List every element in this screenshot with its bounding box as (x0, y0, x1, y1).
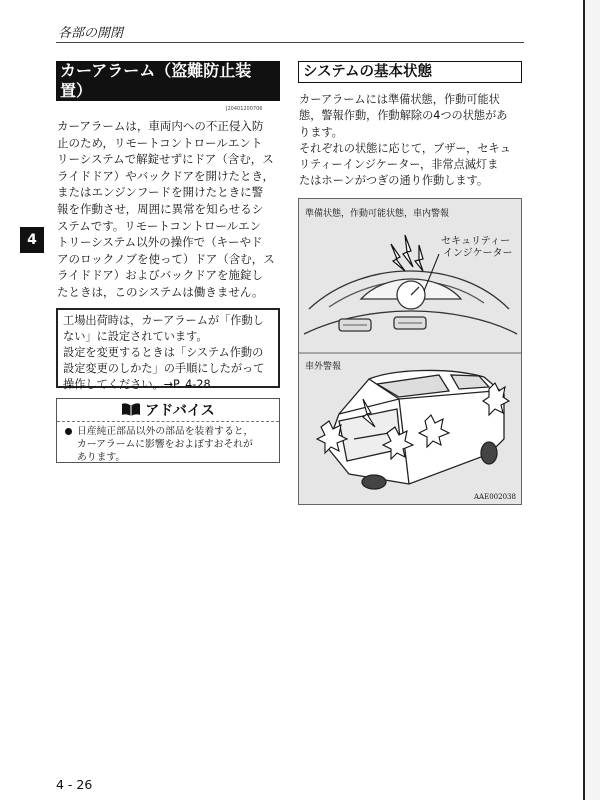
note-line: 設定変更のしかた」の手順にしたがって (63, 362, 265, 375)
body-line: トリーシステム以外の操作で（キーやド (57, 235, 263, 250)
advice-text (77, 425, 253, 464)
section-title-line: 置） (60, 81, 93, 100)
flash-icon (391, 235, 423, 271)
body-line: リーシステムで解錠せずにドア（含む，ス (57, 152, 274, 167)
body-line: リティーインジケーター，非常点滅灯ま (299, 158, 499, 172)
advice-box (56, 398, 280, 463)
indicator-label-line: セキュリティー (441, 236, 510, 247)
note-line: 設定を変更するときは「システム作動の (63, 346, 264, 359)
figure-drawing (299, 199, 521, 504)
body-line: カーアラームには準備状態，作動可能状 (299, 93, 500, 106)
section-body-text (57, 118, 281, 301)
alarm-illustration (298, 198, 522, 505)
car-icon (327, 370, 504, 489)
advice-line: あります。 (77, 452, 126, 463)
factory-setting-note (56, 308, 280, 391)
advice-item (57, 422, 279, 464)
chapter-tab: 4 (20, 227, 44, 253)
body-line: 止のため，リモートコントロールエント (57, 135, 263, 150)
body-line: アのロックノブを使って）ドア（含む，ス (57, 251, 275, 266)
body-line: それぞれの状態に応じて，ブザー，セキュ (299, 141, 511, 155)
body-line: ライドドア）やバックドアを開けたとき， (57, 168, 275, 183)
indicator-label-line: インジケーター (443, 248, 513, 259)
bullet-icon (65, 428, 72, 435)
page-edge-shadow (585, 0, 600, 800)
body-line: たときは，このシステムは働きません。 (57, 284, 264, 299)
section-title-car-alarm (56, 61, 280, 101)
note-line: ない」に設定されています。 (63, 330, 208, 343)
body-line: ステムです。リモートコントロールエン (57, 218, 262, 233)
open-book-icon (121, 403, 141, 417)
advice-title: アドバイス (145, 403, 215, 419)
header-rule (56, 42, 524, 43)
figure-label-interior: 準備状態，作動可能状態，車内警報 (305, 209, 450, 219)
advice-header (57, 399, 279, 422)
running-header: 各部の開閉 (58, 26, 124, 41)
note-line: 操作してください。→P. 4-28 (63, 378, 211, 391)
advice-line: カーアラームに影響をおよぼすおそれが (77, 439, 253, 450)
dashboard-icon (304, 271, 517, 334)
advice-line: 日産純正部品以外の部品を装着すると， (77, 426, 254, 437)
figure-code: AAE002038 (474, 493, 516, 501)
section-code: J20401200706 (226, 106, 263, 112)
body-line: またはエンジンフードを開けたときに警 (57, 185, 264, 200)
section-title-basic-state: システムの基本状態 (298, 61, 522, 83)
body-line: たはホーンがつぎの通り作動します。 (299, 174, 489, 188)
page-edge-line (583, 0, 585, 800)
section-title-line: カーアラーム（盗難防止装 (60, 61, 252, 80)
body-line: 報を作動させ，周囲に異常を知らせるシ (57, 201, 264, 216)
body-line: ります。 (299, 125, 343, 139)
section2-body-text (299, 92, 525, 190)
note-line: 工場出荷時は，カーアラームが「作動し (63, 314, 264, 327)
body-line: 態，警報作動，作動解除の4つの状態があ (299, 109, 508, 123)
figure-label-exterior: 車外警報 (305, 362, 342, 372)
page-number: 4 - 26 (56, 777, 93, 792)
body-line: カーアラームは，車両内への不正侵入防 (57, 119, 264, 133)
body-line: ライドドア）およびバックドアを施錠し (57, 268, 263, 283)
